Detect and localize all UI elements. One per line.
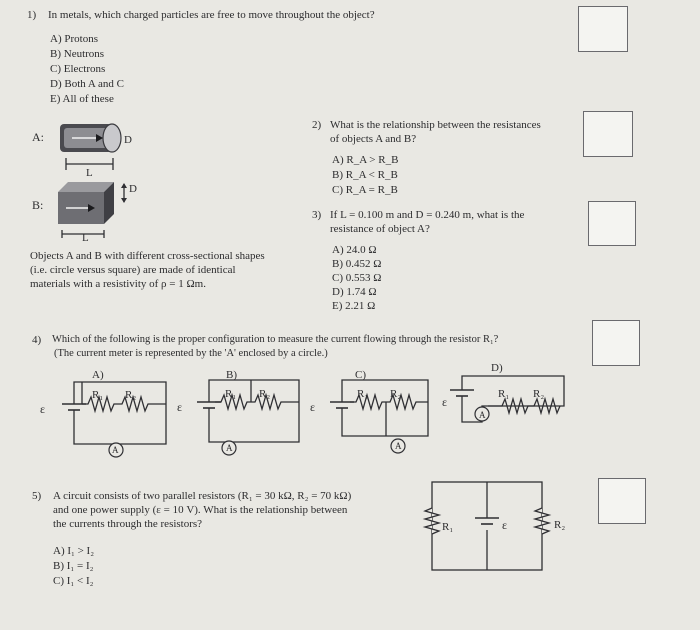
circuit-b-r1: R₁ <box>225 388 237 400</box>
circuit-b-emf: ε <box>177 400 183 414</box>
object-a-cylinder <box>58 122 138 182</box>
answer-box-1[interactable] <box>578 6 628 52</box>
q4-question: (The current meter is represented by the 'A' enclosed by a circle.) <box>54 348 328 359</box>
q5-r1-label: R₁ <box>442 521 454 533</box>
object-b-d-label: D <box>129 183 137 195</box>
q3-number: 3) <box>312 209 322 221</box>
q2-number: 2) <box>312 119 322 131</box>
circuit-c-meter: A <box>395 441 402 451</box>
q5-question: and one power supply (ε = 10 V). What is the relationship between <box>53 504 348 516</box>
q2-option: C) R_A = R_B <box>332 184 398 196</box>
object-b-label: B: <box>32 198 44 212</box>
q1-option: E) All of these <box>50 93 114 105</box>
circuit-a-meter: A <box>112 445 119 455</box>
q5-parallel-circuit <box>418 478 558 578</box>
q4-option-label: A) <box>92 369 104 381</box>
circuit-d <box>442 376 572 436</box>
q4-number: 4) <box>32 334 42 346</box>
answer-box-2[interactable] <box>583 111 633 157</box>
circuit-c <box>310 380 440 460</box>
circuit-a-r2: R₂ <box>125 389 137 401</box>
object-a-d-label: D <box>124 134 132 146</box>
q1-number: 1) <box>27 9 37 21</box>
answer-box-5[interactable] <box>598 478 646 524</box>
objects-description: Objects A and B with different cross-sectional shapes <box>30 250 265 262</box>
object-a-l-label: L <box>86 167 93 179</box>
circuit-b-r2: R₂ <box>259 388 271 400</box>
q5-option: B) I₁ = I₂ <box>53 560 94 572</box>
q1-option: D) Both A and C <box>50 78 124 90</box>
circuit-b <box>175 380 305 460</box>
q5-emf-label: ε <box>502 518 508 532</box>
circuit-d-emf: ε <box>442 395 448 409</box>
q2-question: What is the relationship between the resistances <box>330 119 541 131</box>
object-a-label: A: <box>32 130 44 144</box>
object-b-l-label: L <box>82 232 89 244</box>
objects-description: materials with a resistivity of ρ = 1 Ωm. <box>30 278 206 290</box>
circuit-c-emf: ε <box>310 400 316 414</box>
q3-option: D) 1.74 Ω <box>332 286 377 298</box>
circuit-b-meter: A <box>226 443 233 453</box>
q1-option: B) Neutrons <box>50 48 105 60</box>
objects-description: (i.e. circle versus square) are made of identical <box>30 264 236 276</box>
q1-option: C) Electrons <box>50 63 106 75</box>
circuit-a-emf: ε <box>40 402 46 416</box>
q4-question: Which of the following is the proper configuration to measure the current flowing through the resistor R₁? <box>52 334 499 345</box>
q3-option: B) 0.452 Ω <box>332 258 382 270</box>
q1-question: In metals, which charged particles are free to move throughout the object? <box>48 9 375 21</box>
q5-r2-label: R₂ <box>554 519 566 531</box>
q2-question: of objects A and B? <box>330 133 417 145</box>
q4-option-label: C) <box>355 369 366 381</box>
q5-option: A) I₁ > I₂ <box>53 545 95 557</box>
q5-option: C) I₁ < I₂ <box>53 575 94 587</box>
q2-option: A) R_A > R_B <box>332 154 399 166</box>
circuit-c-r1: R₁ <box>357 388 369 400</box>
circuit-d-r2: R₂ <box>533 388 545 400</box>
q4-option-label: D) <box>491 362 503 374</box>
q3-question: If L = 0.100 m and D = 0.240 m, what is the <box>330 209 525 221</box>
q4-option-label: B) <box>226 369 237 381</box>
q3-option: A) 24.0 Ω <box>332 244 377 256</box>
q5-question: A circuit consists of two parallel resistors (R₁ = 30 kΩ, R₂ = 70 kΩ) <box>53 490 352 502</box>
q3-option: E) 2.21 Ω <box>332 300 376 312</box>
q5-question: the currents through the resistors? <box>53 518 203 530</box>
q1-option: A) Protons <box>50 33 98 45</box>
answer-box-3[interactable] <box>588 201 636 246</box>
circuit-d-meter: A <box>479 410 486 420</box>
q3-option: C) 0.553 Ω <box>332 272 382 284</box>
answer-box-4[interactable] <box>592 320 640 366</box>
circuit-d-r1: R₁ <box>498 388 510 400</box>
q3-question: resistance of object A? <box>330 223 430 235</box>
circuit-c-r2: R₂ <box>390 388 402 400</box>
circuit-a-r1: R₁ <box>92 389 104 401</box>
q2-option: B) R_A < R_B <box>332 169 398 181</box>
q5-number: 5) <box>32 490 42 502</box>
